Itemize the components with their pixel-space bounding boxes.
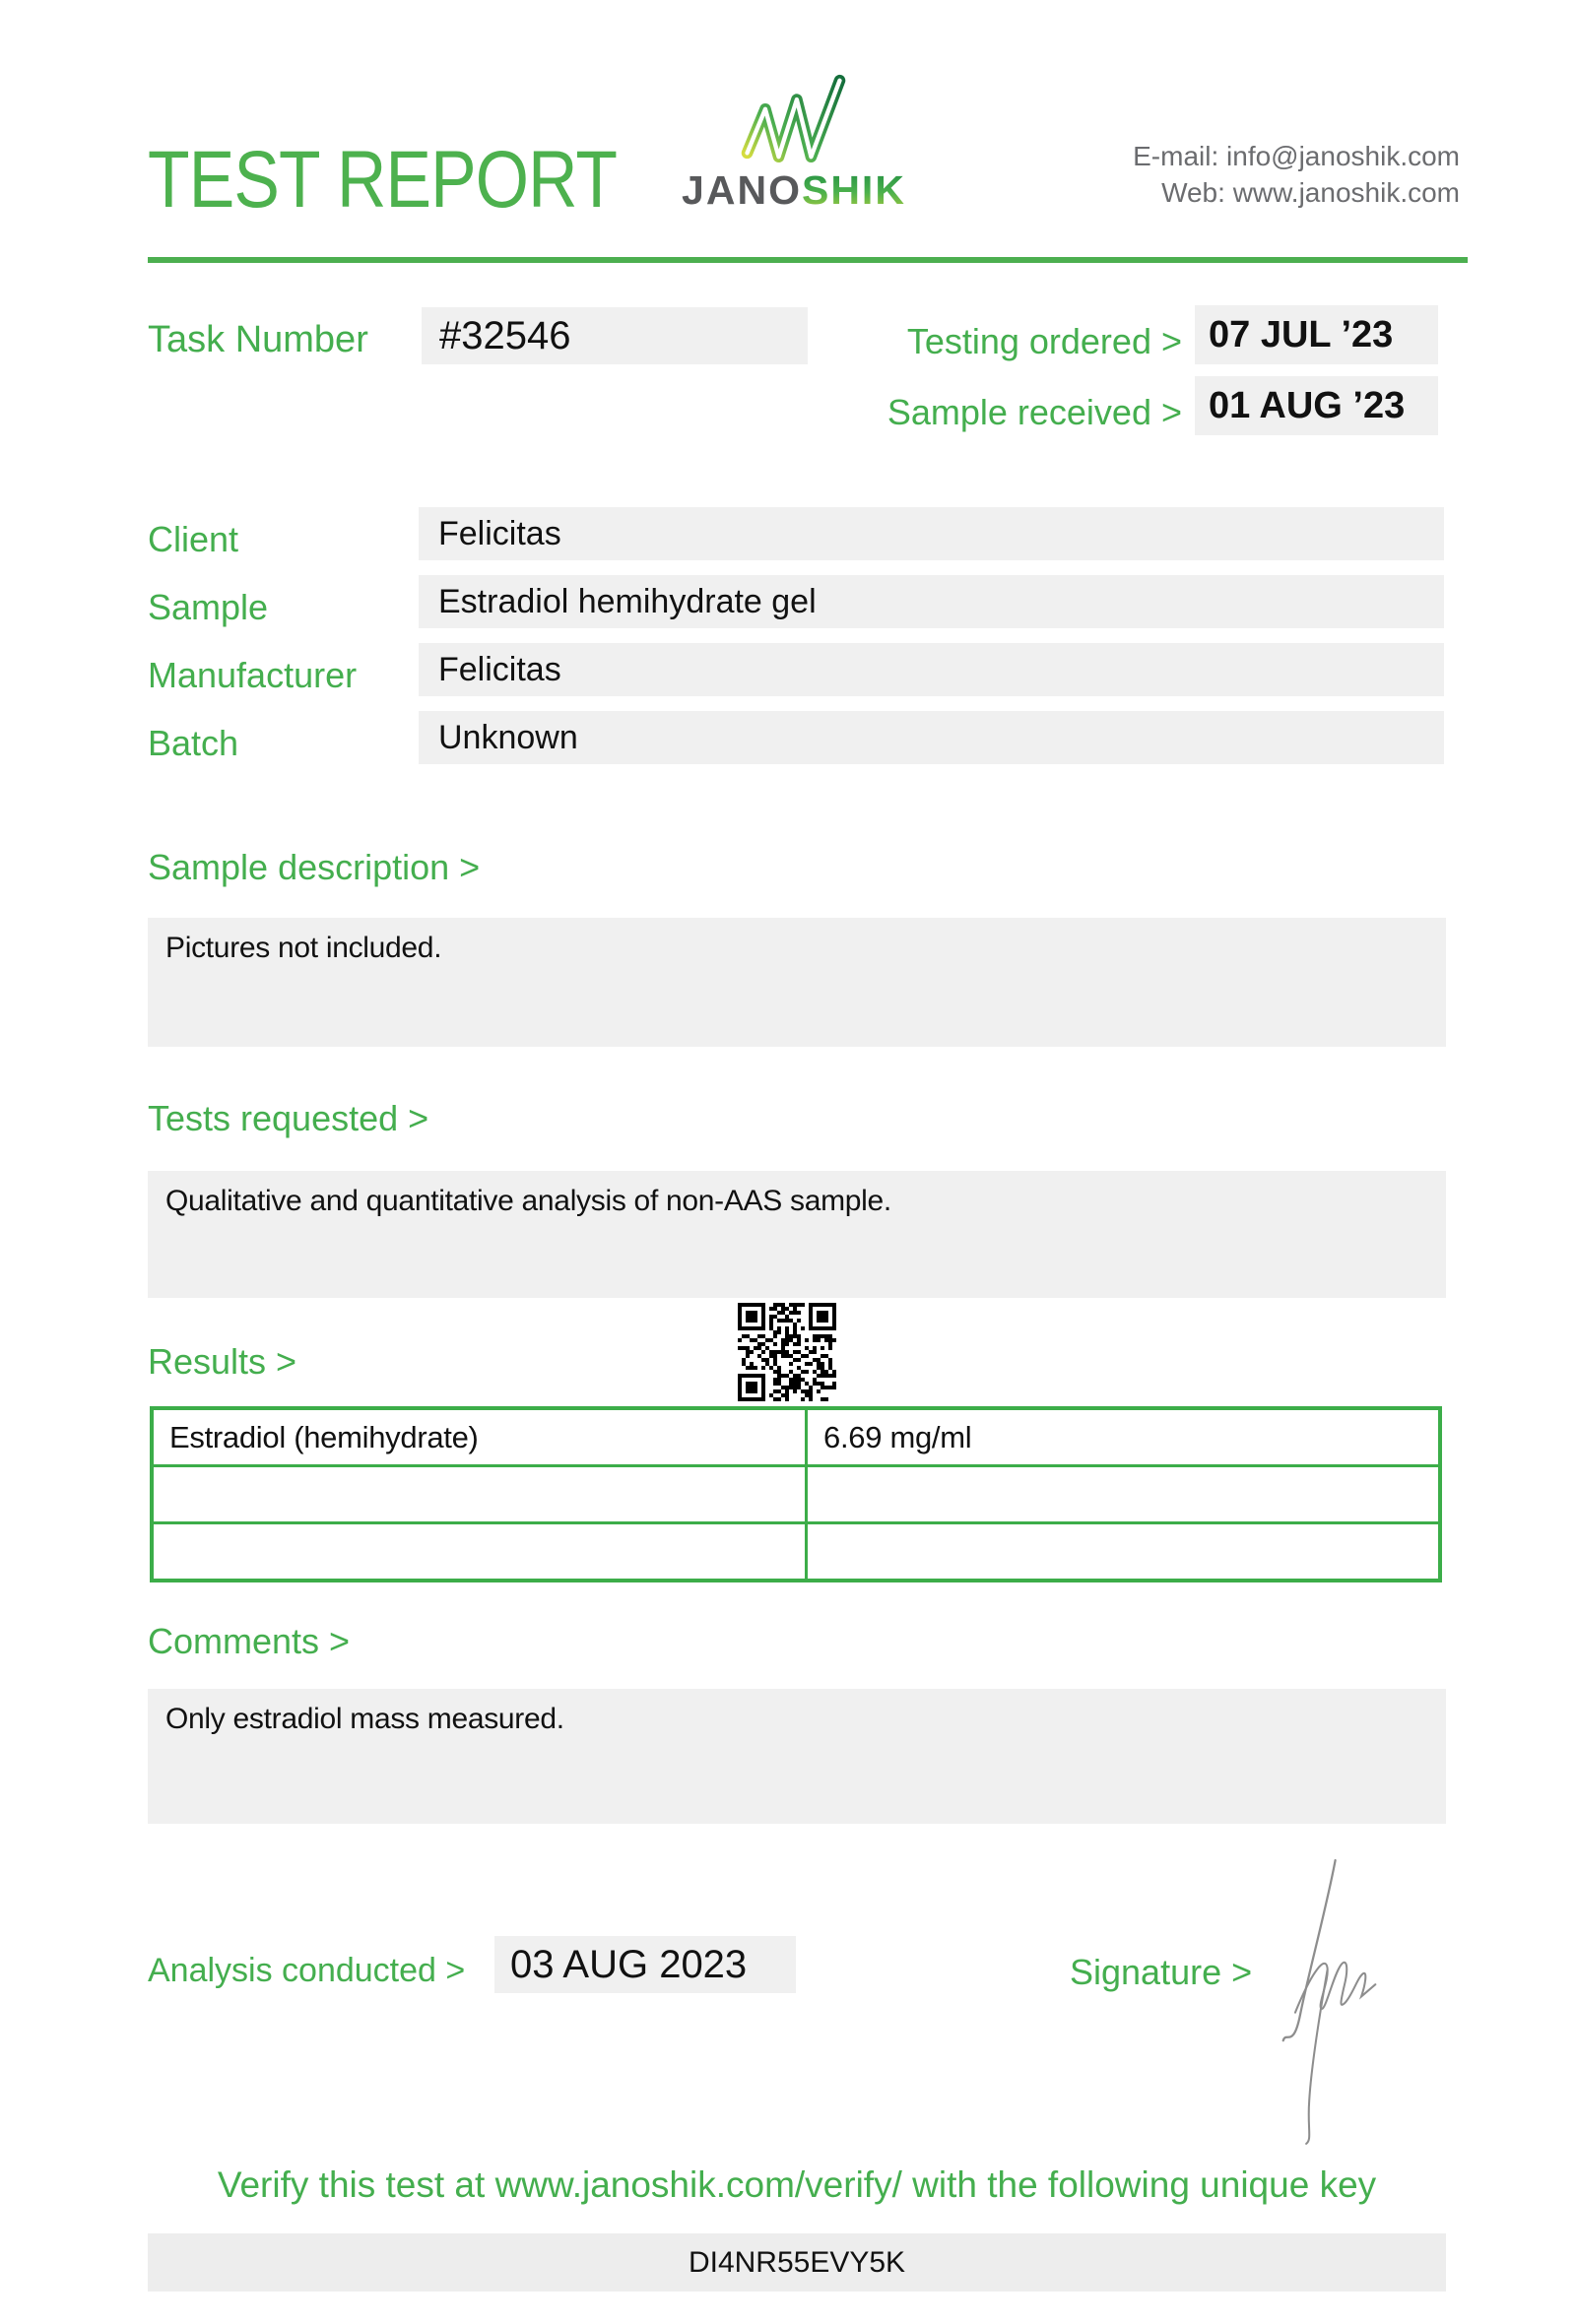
contact-email: E-mail: info@janoshik.com xyxy=(1133,141,1460,171)
sample-received-box xyxy=(1195,376,1438,435)
analysis-date: 03 AUG 2023 xyxy=(510,1943,748,1986)
result-value: 6.69 mg/ml xyxy=(807,1408,1441,1466)
client-label: Client xyxy=(148,519,239,559)
signature-image xyxy=(1276,1856,1379,2147)
sample-received-date: 01 AUG ’23 xyxy=(1209,385,1406,426)
brand-name-suffix: SHIK xyxy=(801,167,906,213)
result-analyte xyxy=(152,1523,807,1582)
verify-key: DI4NR55EVY5K xyxy=(688,2246,906,2279)
brand-name-prefix: JANO xyxy=(682,167,802,213)
result-row xyxy=(152,1523,1440,1582)
sample-description-heading: Sample description > xyxy=(148,847,481,887)
analysis-conducted-label: Analysis conducted > xyxy=(148,1952,466,1989)
growth-chart-icon xyxy=(741,73,847,163)
result-row xyxy=(152,1466,1440,1523)
sample-label: Sample xyxy=(148,587,269,627)
qr-code xyxy=(738,1303,836,1401)
manufacturer-value-box xyxy=(419,643,1444,696)
brand-name xyxy=(680,167,908,214)
result-analyte xyxy=(152,1466,807,1523)
signature-label: Signature > xyxy=(1070,1952,1253,1992)
result-row xyxy=(152,1408,1440,1466)
sample-value: Estradiol hemihydrate gel xyxy=(438,583,817,620)
result-value xyxy=(807,1466,1441,1523)
header-divider xyxy=(148,257,1468,263)
sample-description-text: Pictures not included. xyxy=(165,932,442,964)
result-value xyxy=(807,1523,1441,1582)
verify-key-bar xyxy=(148,2233,1446,2292)
task-number-box xyxy=(422,307,808,364)
task-number-label: Task Number xyxy=(148,319,368,360)
tests-requested-heading: Tests requested > xyxy=(148,1098,429,1138)
batch-value: Unknown xyxy=(438,719,578,756)
results-table xyxy=(150,1406,1442,1582)
analysis-date-box xyxy=(494,1936,796,1993)
contact-web: Web: www.janoshik.com xyxy=(1161,177,1460,208)
sample-received-label: Sample received > xyxy=(886,392,1182,432)
client-value-box xyxy=(419,507,1444,560)
comments-text: Only estradiol mass measured. xyxy=(165,1703,564,1735)
testing-ordered-date: 07 JUL ’23 xyxy=(1209,314,1394,355)
page-title: TEST REPORT xyxy=(148,135,618,225)
manufacturer-value: Felicitas xyxy=(438,651,561,688)
comments-heading: Comments > xyxy=(148,1621,351,1661)
manufacturer-label: Manufacturer xyxy=(148,655,358,695)
brand-logo xyxy=(680,73,908,214)
tests-requested-text: Qualitative and quantitative analysis of non-AAS sample. xyxy=(165,1185,891,1217)
batch-label: Batch xyxy=(148,723,239,763)
testing-ordered-box xyxy=(1195,305,1438,364)
comments-box xyxy=(148,1689,1446,1824)
results-heading: Results > xyxy=(148,1341,297,1382)
tests-requested-box xyxy=(148,1171,1446,1298)
sample-value-box xyxy=(419,575,1444,628)
contact-info xyxy=(1133,138,1460,211)
testing-ordered-label: Testing ordered > xyxy=(906,321,1182,361)
verify-instruction: Verify this test at www.janoshik.com/verify/ with the following unique key xyxy=(217,2164,1377,2205)
sample-description-box xyxy=(148,918,1446,1047)
client-value: Felicitas xyxy=(438,515,561,552)
result-analyte: Estradiol (hemihydrate) xyxy=(152,1408,807,1466)
batch-value-box xyxy=(419,711,1444,764)
task-number-value: #32546 xyxy=(439,314,571,357)
